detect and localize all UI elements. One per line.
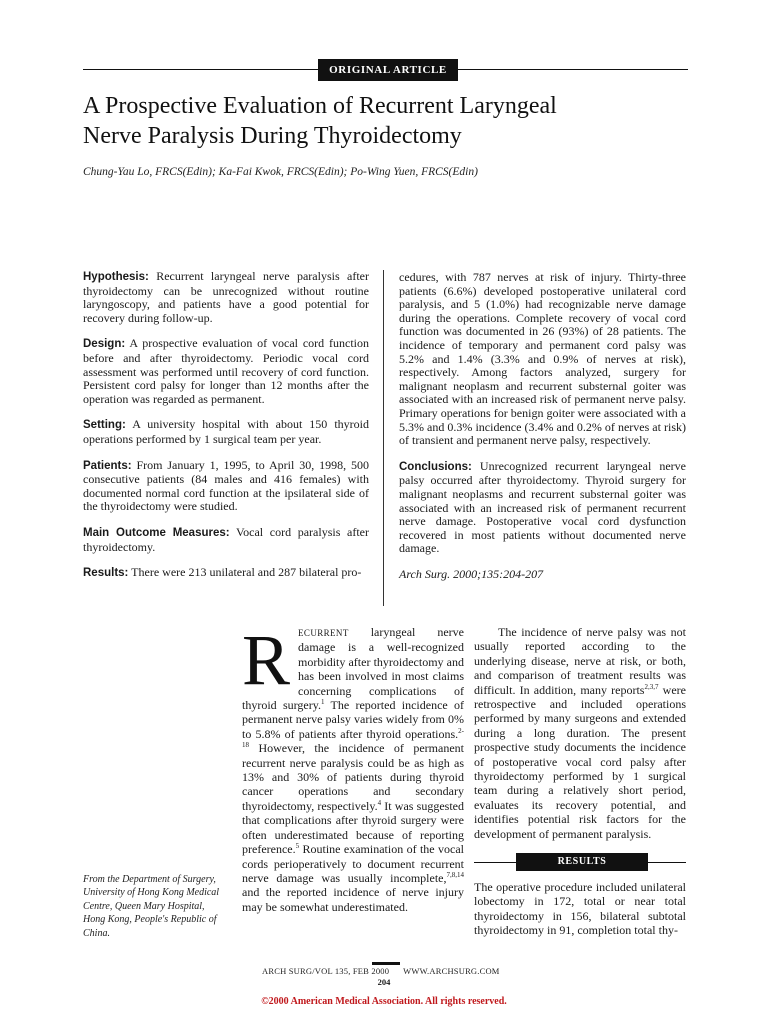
copyright-notice: ©2000 American Medical Association. All rights reserved. [261, 996, 507, 1007]
body-paragraph-2 [474, 625, 686, 841]
article-title [83, 91, 693, 151]
journal-website: WWW.ARCHSURG.COM [403, 966, 500, 976]
citation: Arch Surg. 2000;135:204-207 [399, 566, 544, 581]
reference: 1 [320, 698, 325, 707]
text-run: It was suggested that complications after thyroid surgery were often underestimated because of reporting preference. [242, 798, 464, 857]
abstract-results-start [83, 566, 369, 581]
title-line-1: A Prospective Evaluation of Recurrent Laryngeal [83, 93, 557, 119]
text-run: The reported incidence of permanent nerve palsy varies widely from 0% to 5.8% of patients after thyroid operations. [242, 698, 465, 741]
author-affiliation: From the Department of Surgery, University of Hong Kong Medical Centre, Queen Mary Hospital, Hong Kong, People's Republic of China. [83, 874, 220, 939]
title-line-2: Nerve Paralysis During Thyroidectomy [83, 123, 462, 149]
reference: 5 [295, 842, 300, 851]
patients-label: Patients: [83, 459, 132, 472]
setting-text: A university hospital with about 150 thyroid operations performed by 1 surgical team per year. [83, 417, 370, 446]
conclusions-text: Unrecognized recurrent laryngeal nerve palsy occurred after thyroidectomy. Thyroid surgery for malignant neoplasms and recurrent substernal goiter was associated with an increased risk of permanent recurrent nerve damage. Postoperative vocal cord dysfunction recovered in most patients without documented nerve damage. [399, 458, 686, 556]
abstract-measures [83, 526, 369, 554]
abstract-left-column [83, 270, 369, 593]
abstract-conclusions [399, 460, 686, 556]
text-run: The incidence of nerve palsy was not usually reported according to the underlying disease, nerve at risk, or both, and comparison of treatment results was difficult. In addition, many reports [474, 625, 686, 697]
body-paragraph-3: The operative procedure included unilateral lobectomy in 172, total or near total thyroidectomy in 156, bilateral subtotal thyroidectomy in 91, completion total thy- [474, 880, 686, 938]
hypothesis-text: Recurrent laryngeal nerve paralysis after thyroidectomy can be unrecognized without routine laryngoscopy, and patients have a good potential for recovery during follow-up. [83, 269, 370, 325]
abstract-design [83, 337, 369, 406]
results-label: Results: [83, 567, 129, 580]
article-type-label: ORIGINAL ARTICLE [318, 59, 458, 81]
text-run: However, the incidence of permanent recurrent nerve paralysis could be as high as 13% and 30% of patients during thyroid cancer operations and secondary thyroidectomy, respectively. [242, 741, 464, 813]
drop-cap: R [242, 620, 291, 700]
design-label: Design: [83, 338, 126, 351]
hypothesis-label: Hypothesis: [83, 271, 149, 283]
text-run: laryngeal nerve damage is a well-recognized morbidity after thyroidectomy and has been involved in most claims concerning complications of thyroid surgery. [242, 625, 464, 713]
abstract-patients [83, 459, 369, 514]
body-column-right [474, 625, 686, 841]
authors: Chung-Yau Lo, FRCS(Edin); Ka-Fai Kwok, FRCS(Edin); Po-Wing Yuen, FRCS(Edin) [83, 166, 478, 178]
reference: 2,3,7 [644, 682, 659, 691]
reference: 4 [377, 798, 382, 807]
patients-text: From January 1, 1995, to April 30, 1998, 500 consecutive patients (84 males and 416 females) with documented normal cord function at the ipsilateral side of the thyroidectomy were studied. [83, 457, 370, 514]
results-heading: RESULTS [516, 853, 648, 871]
lead-small-caps: ECURRENT [298, 628, 349, 638]
results-column [474, 880, 686, 938]
body-paragraph-1 [242, 620, 465, 914]
design-text: A prospective evaluation of vocal cord function before and after thyroidectomy. Periodic vocal cord assessment was performed until recovery of cord function. Persistent cord palsy for longer than 12 months after the operation was regarded as permanent. [83, 336, 370, 406]
measures-label: Main Outcome Measures: [83, 526, 230, 539]
journal-reference: ARCH SURG/VOL 135, FEB 2000 [262, 966, 390, 976]
text-run: Routine examination of the vocal cords perioperatively to document recurrent nerve damage was usually incomplete, [242, 842, 464, 885]
abstract-right-column [399, 271, 686, 581]
page-number: 204 [377, 977, 391, 987]
abstract-results-continued: cedures, with 787 nerves at risk of injury. Thirty-three patients (6.6%) developed postoperative unilateral cord paralysis, and 5 (1.0%) had recognizable nerve damage during the operations. Complete recovery of vocal cord function was documented in 26 (93%) of 28 patients. The incidence of temporary and permanent cord palsy was 5.2% and 1.4% (3.3% and 0.9% of nerves at risk), respectively. Among factors analyzed, surgery for malignant neoplasm and recurrent substernal goiter was associated with an increased risk of permanent nerve palsy. Primary operations for benign goiter were associated with a 5.3% and 0.3% incidence (3.4% and 0.2% of nerves at risk) of transient and permanent nerve palsy, respectively. [399, 270, 686, 448]
results-text-a: There were 213 unilateral and 287 bilateral pro- [131, 565, 362, 580]
measures-text: Vocal cord paralysis after thyroidectomy. [83, 524, 369, 554]
abstract-column-divider [383, 270, 384, 606]
conclusions-label: Conclusions: [399, 460, 472, 473]
abstract-setting [83, 418, 369, 446]
setting-label: Setting: [83, 419, 126, 432]
footer-line [262, 966, 512, 976]
reference: 7,8,14 [446, 870, 464, 879]
body-column-middle [242, 620, 465, 914]
footer-tick [372, 962, 400, 965]
text-run: were retrospective and included operations performed by many surgeons and extended during a long duration. The present prospective study documents the incidence of postoperative vocal cord palsy after thyroidectomy performed by 1 surgical team during a relatively short period, evaluates its recovery potential, and identifies potential risk factors for the development of permanent paralysis. [474, 682, 686, 841]
abstract-hypothesis [83, 270, 369, 325]
reference: 2-18 [242, 726, 464, 750]
text-run: and the reported incidence of nerve injury may be somewhat underestimated. [242, 885, 464, 914]
